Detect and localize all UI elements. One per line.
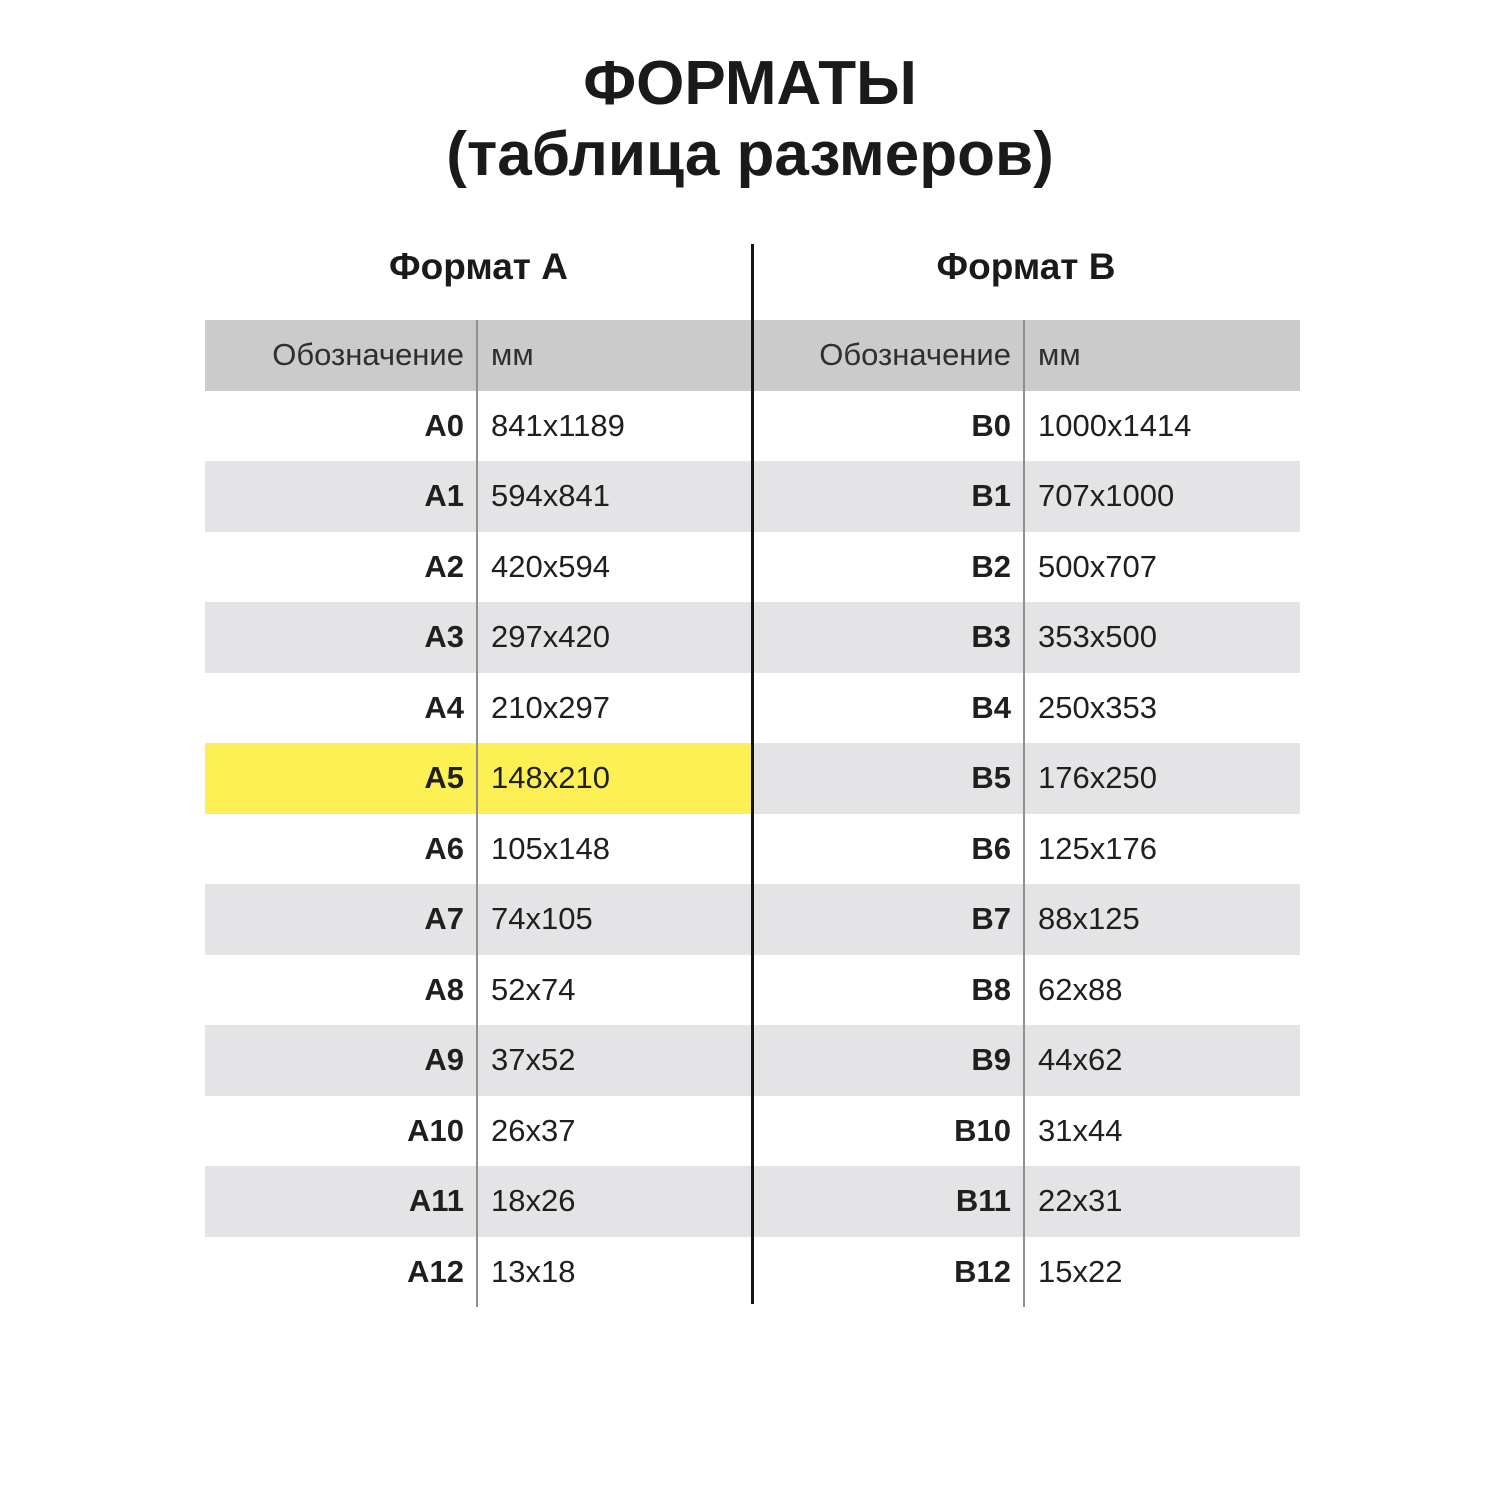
table-row xyxy=(752,532,1300,603)
format-designation-cell: А12 xyxy=(205,1237,478,1308)
table-header-row xyxy=(752,320,1300,391)
table-row xyxy=(752,1096,1300,1167)
table-row xyxy=(752,743,1300,814)
center-divider-line xyxy=(751,244,754,1304)
table-row xyxy=(205,1237,752,1308)
size-mm-cell: 210x297 xyxy=(491,689,610,725)
size-mm-cell: 15x22 xyxy=(1038,1253,1123,1289)
format-designation-cell: В1 xyxy=(752,461,1025,532)
size-mm-cell: 31x44 xyxy=(1038,1112,1123,1148)
size-mm-cell: 841x1189 xyxy=(491,407,625,443)
size-mm-cell: 297x420 xyxy=(491,619,610,655)
table-row xyxy=(752,673,1300,744)
format-designation-cell: А7 xyxy=(205,884,478,955)
mm-column-header: мм xyxy=(491,337,534,373)
format-designation-cell: А0 xyxy=(205,391,478,462)
format-designation-cell: В8 xyxy=(752,955,1025,1026)
format-a-table xyxy=(205,320,752,1307)
table-row xyxy=(752,1237,1300,1308)
format-designation-cell: А9 xyxy=(205,1025,478,1096)
format-designation-cell: В0 xyxy=(752,391,1025,462)
size-mm-cell: 420x594 xyxy=(491,548,610,584)
designation-column-header: Обозначение xyxy=(752,320,1025,391)
format-designation-cell: В4 xyxy=(752,673,1025,744)
size-mm-cell: 1000x1414 xyxy=(1038,407,1192,443)
size-mm-cell: 22x31 xyxy=(1038,1183,1123,1219)
size-mm-cell: 26x37 xyxy=(491,1112,576,1148)
size-mm-cell: 37x52 xyxy=(491,1042,576,1078)
page-title-line2: (таблица размеров) xyxy=(446,120,1054,189)
format-designation-cell: В11 xyxy=(752,1166,1025,1237)
size-mm-cell: 13x18 xyxy=(491,1253,576,1289)
size-mm-cell: 594x841 xyxy=(491,478,610,514)
size-mm-cell: 74x105 xyxy=(491,901,593,937)
format-designation-cell: В3 xyxy=(752,602,1025,673)
size-mm-cell: 176x250 xyxy=(1038,760,1157,796)
table-row xyxy=(752,1025,1300,1096)
format-designation-cell: В12 xyxy=(752,1237,1025,1308)
table-row xyxy=(752,602,1300,673)
table-row xyxy=(205,461,752,532)
size-mm-cell: 500x707 xyxy=(1038,548,1157,584)
designation-column-header: Обозначение xyxy=(205,320,478,391)
table-row xyxy=(752,461,1300,532)
table-row xyxy=(205,1166,752,1237)
format-designation-cell: В10 xyxy=(752,1096,1025,1167)
size-mm-cell: 52x74 xyxy=(491,971,576,1007)
page-title xyxy=(0,48,1500,190)
size-mm-cell: 18x26 xyxy=(491,1183,576,1219)
table-row xyxy=(752,884,1300,955)
format-designation-cell: В9 xyxy=(752,1025,1025,1096)
table-row xyxy=(752,955,1300,1026)
table-row xyxy=(205,532,752,603)
table-row xyxy=(205,602,752,673)
format-designation-cell: А5 xyxy=(205,743,478,814)
size-mm-cell: 148x210 xyxy=(491,760,610,796)
table-row xyxy=(205,391,752,462)
table-row xyxy=(205,743,752,814)
table-row xyxy=(205,955,752,1026)
format-designation-cell: А8 xyxy=(205,955,478,1026)
format-designation-cell: А2 xyxy=(205,532,478,603)
size-mm-cell: 62x88 xyxy=(1038,971,1123,1007)
table-row xyxy=(205,1025,752,1096)
table-header-row xyxy=(205,320,752,391)
format-designation-cell: В7 xyxy=(752,884,1025,955)
format-designation-cell: А11 xyxy=(205,1166,478,1237)
size-mm-cell: 125x176 xyxy=(1038,830,1157,866)
table-row xyxy=(205,884,752,955)
format-b-table xyxy=(752,320,1300,1307)
size-mm-cell: 353x500 xyxy=(1038,619,1157,655)
format-designation-cell: В2 xyxy=(752,532,1025,603)
size-mm-cell: 250x353 xyxy=(1038,689,1157,725)
size-mm-cell: 105x148 xyxy=(491,830,610,866)
format-designation-cell: В5 xyxy=(752,743,1025,814)
table-a-title: Формат А xyxy=(389,246,568,287)
table-row xyxy=(205,814,752,885)
size-mm-cell: 88x125 xyxy=(1038,901,1140,937)
table-row xyxy=(752,814,1300,885)
mm-column-header: мм xyxy=(1038,337,1081,373)
size-mm-cell: 44x62 xyxy=(1038,1042,1123,1078)
table-b-title: Формат В xyxy=(936,246,1116,287)
format-designation-cell: А4 xyxy=(205,673,478,744)
format-designation-cell: А3 xyxy=(205,602,478,673)
table-row xyxy=(205,673,752,744)
format-designation-cell: А6 xyxy=(205,814,478,885)
table-row xyxy=(205,1096,752,1167)
table-row xyxy=(752,391,1300,462)
page-title-line1: ФОРМАТЫ xyxy=(583,49,917,118)
format-designation-cell: В6 xyxy=(752,814,1025,885)
size-mm-cell: 707x1000 xyxy=(1038,478,1175,514)
format-designation-cell: А1 xyxy=(205,461,478,532)
format-designation-cell: А10 xyxy=(205,1096,478,1167)
table-row xyxy=(752,1166,1300,1237)
